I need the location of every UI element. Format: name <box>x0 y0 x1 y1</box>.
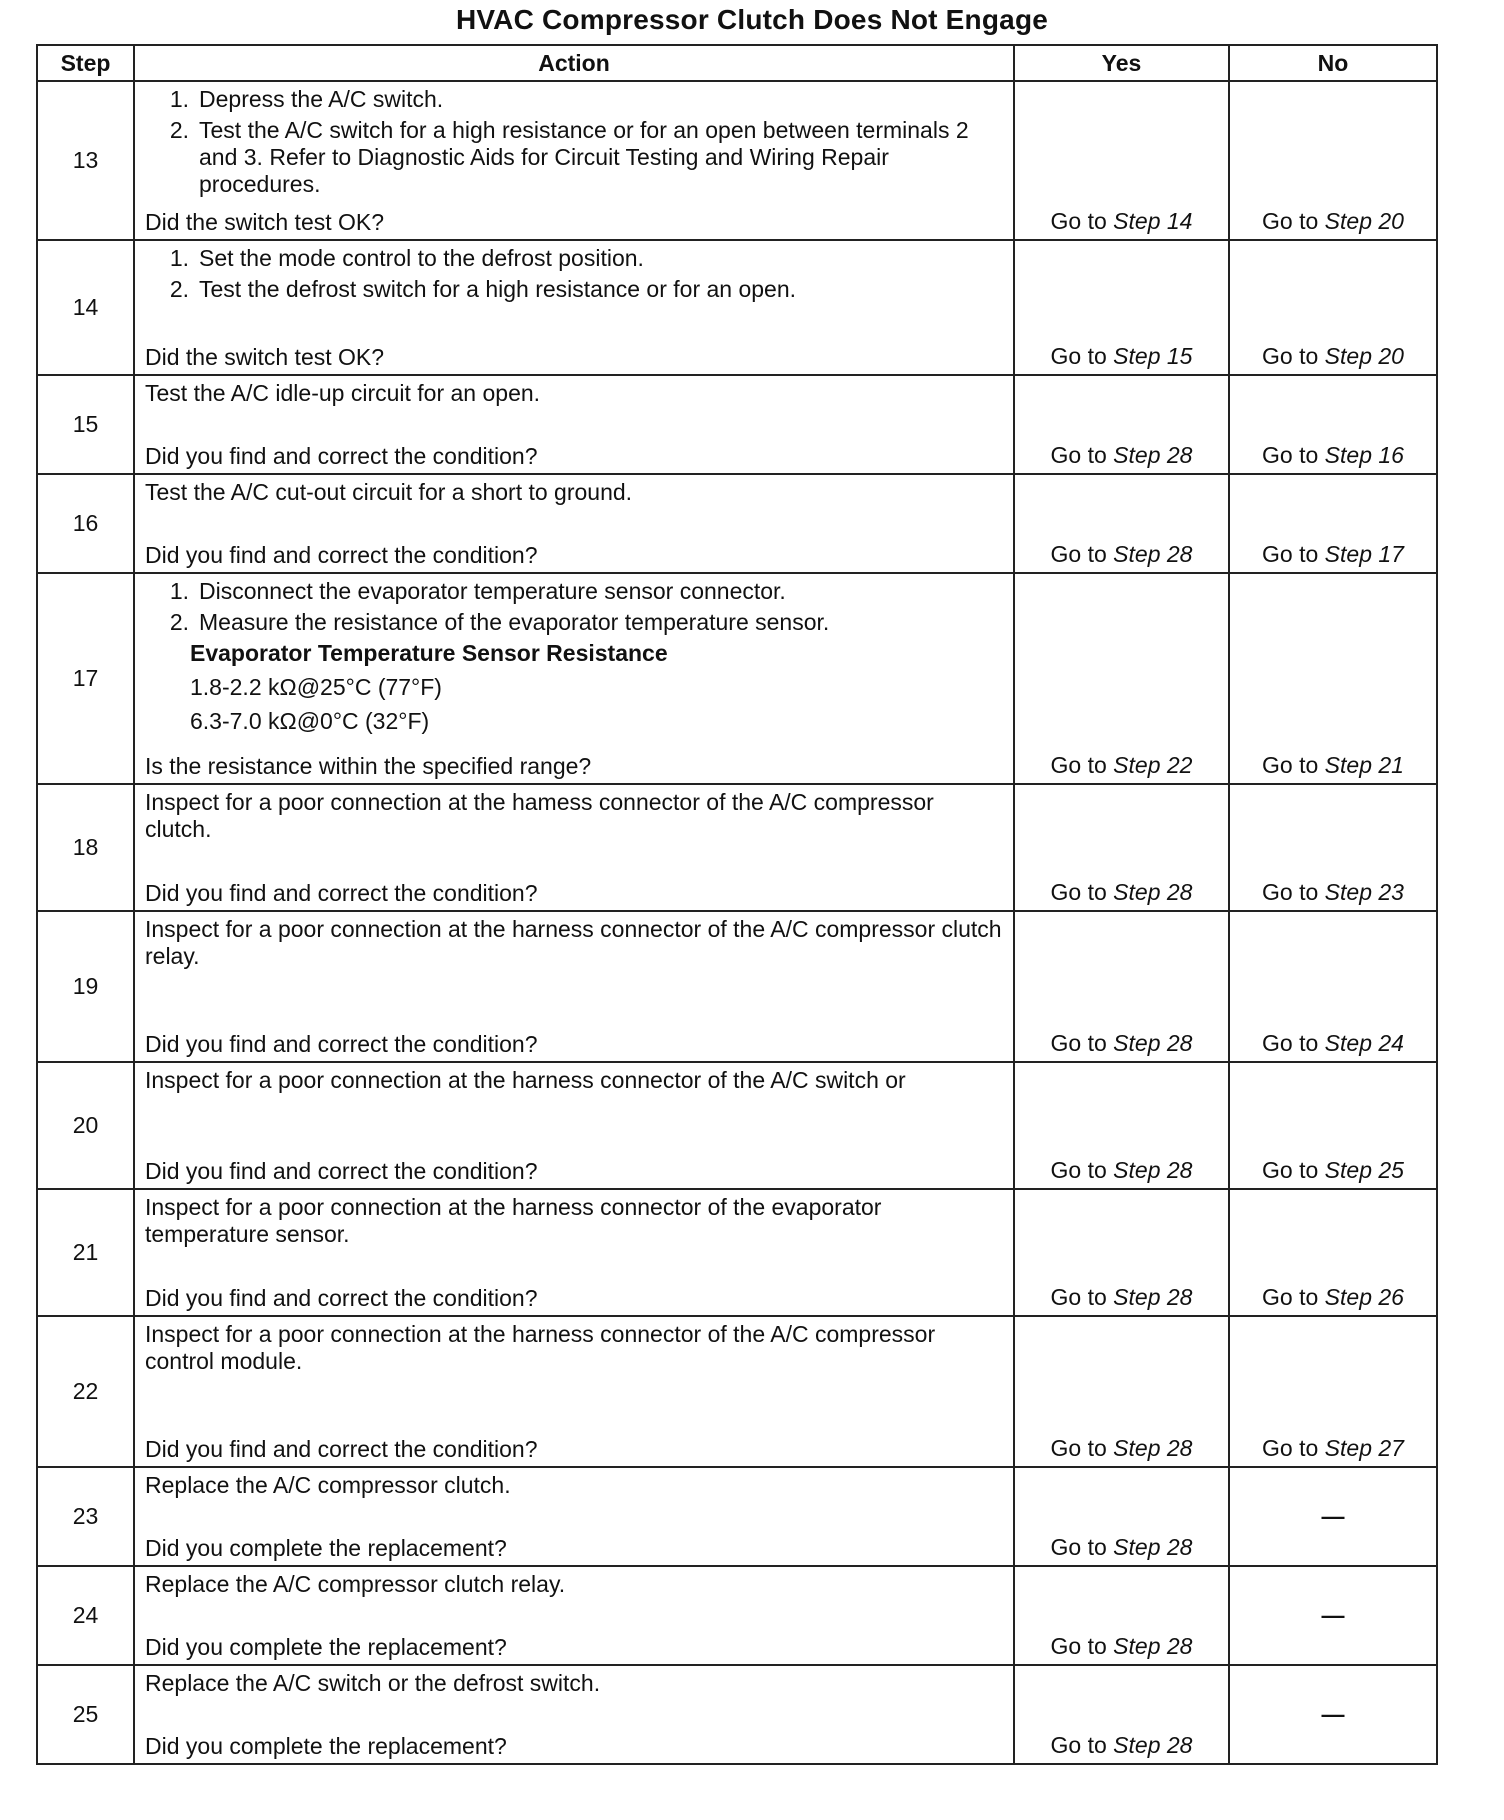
goto-prefix: Go to <box>1262 343 1319 369</box>
action-cell <box>134 1566 1014 1665</box>
table-row <box>37 1316 1437 1467</box>
goto-step: Step 26 <box>1324 1284 1404 1310</box>
no-result <box>1229 1062 1437 1189</box>
action-question: Did you complete the replacement? <box>145 1535 507 1561</box>
no-result <box>1229 474 1437 573</box>
spec-value: 6.3-7.0 kΩ@0°C (32°F) <box>190 708 430 734</box>
no-result-dash: — <box>1229 1665 1437 1764</box>
action-body <box>145 1067 1003 1094</box>
goto-step: Step 21 <box>1324 752 1404 778</box>
step-number: 18 <box>37 784 134 911</box>
header-action: Action <box>134 45 1014 81</box>
item-number: 1. <box>169 245 189 271</box>
action-body <box>145 1571 1003 1598</box>
table-row <box>37 1665 1437 1764</box>
action-text: Replace the A/C compressor clutch. <box>145 1472 511 1498</box>
goto-step: Step 28 <box>1113 1157 1193 1183</box>
yes-result <box>1014 573 1229 784</box>
goto-step: Step 28 <box>1113 1534 1193 1560</box>
no-result-dash: — <box>1229 1566 1437 1665</box>
action-content <box>145 245 1003 371</box>
goto-prefix: Go to <box>1050 1732 1107 1758</box>
action-question: Did you find and correct the condition? <box>145 1158 538 1184</box>
action-body <box>145 245 1003 303</box>
goto-step: Step 28 <box>1113 1732 1193 1758</box>
action-list-item <box>145 245 1003 272</box>
goto-prefix: Go to <box>1262 208 1319 234</box>
no-result-dash: — <box>1229 1467 1437 1566</box>
action-question: Did you find and correct the condition? <box>145 443 538 469</box>
action-cell <box>134 81 1014 240</box>
step-number: 13 <box>37 81 134 240</box>
goto-prefix: Go to <box>1050 1030 1107 1056</box>
action-body <box>145 380 1003 407</box>
goto-step: Step 23 <box>1324 879 1404 905</box>
goto-prefix: Go to <box>1050 1633 1107 1659</box>
goto-prefix: Go to <box>1050 879 1107 905</box>
header-no: No <box>1229 45 1437 81</box>
action-text: Inspect for a poor connection at the harness connector of the A/C compressor control module. <box>145 1321 936 1374</box>
goto-prefix: Go to <box>1262 442 1319 468</box>
action-question: Did you find and correct the condition? <box>145 1031 538 1057</box>
spec-value: 1.8-2.2 kΩ@25°C (77°F) <box>190 674 442 700</box>
item-number: 1. <box>169 86 189 112</box>
page-title: HVAC Compressor Clutch Does Not Engage <box>455 4 1049 35</box>
action-body <box>145 1321 1003 1375</box>
goto-step: Step 28 <box>1113 1284 1193 1310</box>
action-text: Test the A/C cut-out circuit for a short to ground. <box>145 479 633 505</box>
action-list-item <box>145 86 1003 113</box>
item-number: 1. <box>169 578 189 604</box>
yes-result <box>1014 81 1229 240</box>
action-text: Inspect for a poor connection at the harness connector of the evaporator temperature sensor. <box>145 1194 882 1247</box>
action-cell <box>134 911 1014 1062</box>
action-text: Replace the A/C switch or the defrost switch. <box>145 1670 601 1696</box>
action-question: Did you complete the replacement? <box>145 1733 507 1759</box>
action-content <box>145 578 1003 780</box>
goto-step: Step 28 <box>1113 442 1193 468</box>
no-result <box>1229 1316 1437 1467</box>
table-row <box>37 784 1437 911</box>
goto-step: Step 28 <box>1113 1030 1193 1056</box>
action-cell <box>134 240 1014 375</box>
goto-step: Step 28 <box>1113 541 1193 567</box>
action-cell <box>134 1316 1014 1467</box>
step-number: 22 <box>37 1316 134 1467</box>
action-body <box>145 1194 1003 1248</box>
goto-step: Step 28 <box>1113 1435 1193 1461</box>
yes-result <box>1014 911 1229 1062</box>
goto-prefix: Go to <box>1050 442 1107 468</box>
step-number: 14 <box>37 240 134 375</box>
table-row <box>37 573 1437 784</box>
item-number: 2. <box>169 276 189 302</box>
yes-result <box>1014 1189 1229 1316</box>
action-body <box>145 1472 1003 1499</box>
table-body <box>37 81 1437 1764</box>
action-content <box>145 1321 1003 1463</box>
goto-prefix: Go to <box>1262 752 1319 778</box>
no-result <box>1229 1189 1437 1316</box>
item-number: 2. <box>169 117 189 143</box>
step-number: 16 <box>37 474 134 573</box>
yes-result <box>1014 784 1229 911</box>
action-cell <box>134 784 1014 911</box>
item-number: 2. <box>169 609 189 635</box>
action-question: Is the resistance within the specified range? <box>145 753 592 779</box>
action-text: Inspect for a poor connection at the hamess connector of the A/C compressor clutch. <box>145 789 934 842</box>
item-text: Test the A/C switch for a high resistance or for an open between terminals 2 and 3. Refer to Diagnostic Aids for Circuit Testing and Wiring Repair procedures. <box>199 117 969 197</box>
item-text: Test the defrost switch for a high resistance or for an open. <box>199 276 797 302</box>
action-text: Test the A/C idle-up circuit for an open. <box>145 380 541 406</box>
action-body <box>145 578 1003 738</box>
action-text: Inspect for a poor connection at the harness connector of the A/C compressor clutch relay. <box>145 916 1002 969</box>
action-body <box>145 1670 1003 1697</box>
table-row <box>37 1566 1437 1665</box>
action-question: Did the switch test OK? <box>145 344 385 370</box>
goto-step: Step 27 <box>1324 1435 1404 1461</box>
yes-result <box>1014 240 1229 375</box>
no-result <box>1229 81 1437 240</box>
action-cell <box>134 1467 1014 1566</box>
table-row <box>37 474 1437 573</box>
goto-prefix: Go to <box>1050 343 1107 369</box>
goto-prefix: Go to <box>1262 1435 1319 1461</box>
goto-prefix: Go to <box>1050 208 1107 234</box>
table-row <box>37 240 1437 375</box>
action-content <box>145 1067 1003 1185</box>
step-number: 24 <box>37 1566 134 1665</box>
step-number: 15 <box>37 375 134 474</box>
yes-result <box>1014 474 1229 573</box>
action-body <box>145 86 1003 198</box>
step-number: 17 <box>37 573 134 784</box>
item-text: Depress the A/C switch. <box>199 86 444 112</box>
action-content <box>145 1472 1003 1562</box>
goto-prefix: Go to <box>1262 1157 1319 1183</box>
goto-step: Step 20 <box>1324 208 1404 234</box>
item-text: Measure the resistance of the evaporator temperature sensor. <box>199 609 830 635</box>
goto-prefix: Go to <box>1262 1284 1319 1310</box>
table-row <box>37 1467 1437 1566</box>
step-number: 25 <box>37 1665 134 1764</box>
no-result <box>1229 784 1437 911</box>
step-number: 21 <box>37 1189 134 1316</box>
goto-step: Step 15 <box>1113 343 1193 369</box>
action-text: Inspect for a poor connection at the harness connector of the A/C switch or <box>145 1067 906 1093</box>
action-body <box>145 479 1003 506</box>
action-content <box>145 789 1003 907</box>
action-question: Did you find and correct the condition? <box>145 880 538 906</box>
goto-prefix: Go to <box>1050 1157 1107 1183</box>
yes-result <box>1014 1316 1229 1467</box>
goto-prefix: Go to <box>1050 1284 1107 1310</box>
action-list-item <box>145 276 1003 303</box>
action-body <box>145 789 1003 843</box>
goto-prefix: Go to <box>1262 541 1319 567</box>
table-row <box>37 81 1437 240</box>
header-step: Step <box>37 45 134 81</box>
action-content <box>145 1194 1003 1312</box>
action-list-item <box>145 117 1003 198</box>
action-content <box>145 380 1003 470</box>
goto-step: Step 28 <box>1113 1633 1193 1659</box>
goto-step: Step 17 <box>1324 541 1404 567</box>
yes-result <box>1014 1665 1229 1764</box>
goto-prefix: Go to <box>1050 1435 1107 1461</box>
item-text: Set the mode control to the defrost position. <box>199 245 644 271</box>
no-result <box>1229 240 1437 375</box>
step-number: 20 <box>37 1062 134 1189</box>
goto-prefix: Go to <box>1262 1030 1319 1056</box>
table-row <box>37 911 1437 1062</box>
goto-prefix: Go to <box>1050 1534 1107 1560</box>
action-content <box>145 86 1003 236</box>
action-content <box>145 479 1003 569</box>
no-result <box>1229 573 1437 784</box>
header-yes: Yes <box>1014 45 1229 81</box>
goto-step: Step 20 <box>1324 343 1404 369</box>
diagnostic-table <box>36 44 1438 1765</box>
table-row <box>37 1062 1437 1189</box>
action-cell <box>134 573 1014 784</box>
goto-step: Step 24 <box>1324 1030 1404 1056</box>
goto-step: Step 28 <box>1113 879 1193 905</box>
goto-step: Step 16 <box>1324 442 1404 468</box>
action-cell <box>134 1665 1014 1764</box>
action-cell <box>134 1189 1014 1316</box>
action-question: Did the switch test OK? <box>145 209 385 235</box>
goto-prefix: Go to <box>1262 879 1319 905</box>
action-content <box>145 916 1003 1058</box>
table-row <box>37 375 1437 474</box>
header-row <box>37 45 1437 81</box>
action-content <box>145 1670 1003 1760</box>
no-result <box>1229 911 1437 1062</box>
action-question: Did you find and correct the condition? <box>145 1285 538 1311</box>
item-text: Disconnect the evaporator temperature sensor connector. <box>199 578 786 604</box>
action-list-item <box>145 609 1003 636</box>
action-cell <box>134 474 1014 573</box>
yes-result <box>1014 1062 1229 1189</box>
goto-prefix: Go to <box>1050 541 1107 567</box>
action-content <box>145 1571 1003 1661</box>
action-cell <box>134 1062 1014 1189</box>
yes-result <box>1014 1566 1229 1665</box>
step-number: 23 <box>37 1467 134 1566</box>
table-row <box>37 1189 1437 1316</box>
action-question: Did you find and correct the condition? <box>145 542 538 568</box>
goto-step: Step 22 <box>1113 752 1193 778</box>
action-question: Did you complete the replacement? <box>145 1634 507 1660</box>
goto-prefix: Go to <box>1050 752 1107 778</box>
action-question: Did you find and correct the condition? <box>145 1436 538 1462</box>
yes-result <box>1014 375 1229 474</box>
goto-step: Step 25 <box>1324 1157 1404 1183</box>
action-list-item <box>145 578 1003 605</box>
action-cell <box>134 375 1014 474</box>
no-result <box>1229 375 1437 474</box>
yes-result <box>1014 1467 1229 1566</box>
step-number: 19 <box>37 911 134 1062</box>
spec-title: Evaporator Temperature Sensor Resistance <box>190 640 668 666</box>
action-text: Replace the A/C compressor clutch relay. <box>145 1571 566 1597</box>
action-body <box>145 916 1003 970</box>
goto-step: Step 14 <box>1113 208 1193 234</box>
